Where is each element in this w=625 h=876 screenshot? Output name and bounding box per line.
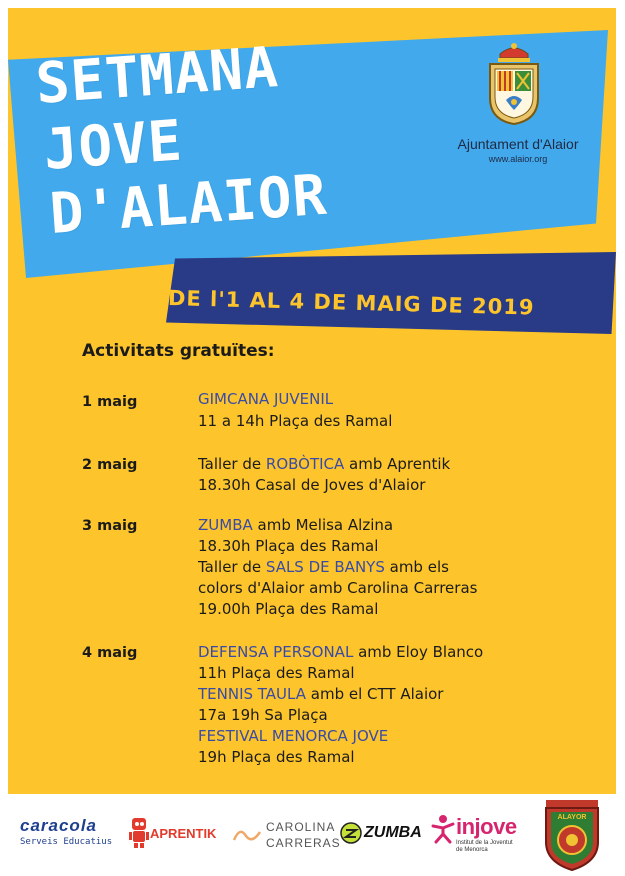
caracola-logo: caracola Serveis Educatius [20, 816, 113, 847]
organizer-name: Ajuntament d'Alaior [457, 136, 579, 152]
day-label: 1 maig [82, 394, 138, 410]
date-text: DE l'1 AL 4 DE MAIG DE 2019 [167, 286, 535, 320]
day-label: 2 maig [82, 457, 138, 473]
activity-highlight: SALS DE BANYS [265, 558, 385, 576]
title-line-3: D'ALAIOR [47, 162, 330, 247]
day-label: 4 maig [82, 645, 138, 661]
activity-line: colors d'Alaior amb Carolina Carreras [198, 579, 478, 597]
alaior-crest-icon [484, 40, 544, 130]
club-shield-icon [540, 798, 604, 872]
activity-highlight: GIMCANA JUVENIL [198, 390, 334, 408]
title-line-2: JOVE [41, 108, 185, 183]
sponsor-logo-strip: caracola Serveis Educatius APRENTIK CAROLINA CARRERAS ZUMBA injove Institut de la Joventut de Menorca ALAYOR [0, 794, 625, 876]
figure-icon [430, 814, 456, 844]
activity-line: Taller de ROBÒTICA amb Aprentik [198, 455, 451, 473]
activity-line: 11h Plaça des Ramal [198, 664, 355, 682]
organizer-website: www.alaior.org [488, 154, 548, 164]
day-label: 3 maig [82, 518, 138, 534]
activity-line [198, 390, 333, 408]
activity-line: ZUMBA amb Melisa Alzina [198, 516, 394, 534]
robot-icon [128, 816, 150, 848]
activity-highlight: ZUMBA [198, 516, 253, 534]
activity-line: 18.30h Plaça des Ramal [198, 537, 379, 555]
activity-line: 19h Plaça des Ramal [198, 748, 355, 766]
activity-line [198, 727, 388, 745]
activity-highlight: ROBÒTICA [265, 455, 345, 473]
activity-line: 17a 19h Sa Plaça [198, 706, 328, 724]
activity-line: 19.00h Plaça des Ramal [198, 600, 379, 618]
activity-highlight: DEFENSA PERSONAL [198, 643, 354, 661]
zumba-mark-icon [340, 822, 362, 844]
wave-icon [232, 824, 262, 846]
activity-highlight: FESTIVAL MENORCA JOVE [198, 727, 389, 745]
club-crest-logo: ALAYOR [540, 798, 604, 872]
activity-line: 18.30h Casal de Joves d'Alaior [198, 476, 426, 494]
activity-line: TENNIS TAULA amb el CTT Alaior [198, 685, 444, 703]
activity-line: 11 a 14h Plaça des Ramal [198, 412, 393, 430]
activity-line: DEFENSA PERSONAL amb Eloy Blanco [198, 643, 484, 661]
activity-highlight: TENNIS TAULA [198, 685, 306, 703]
activity-line: Taller de SALS DE BANYS amb els [198, 558, 449, 576]
activities-heading: Activitats gratuïtes: [82, 341, 275, 361]
title-line-1: SETMANA [33, 35, 281, 117]
